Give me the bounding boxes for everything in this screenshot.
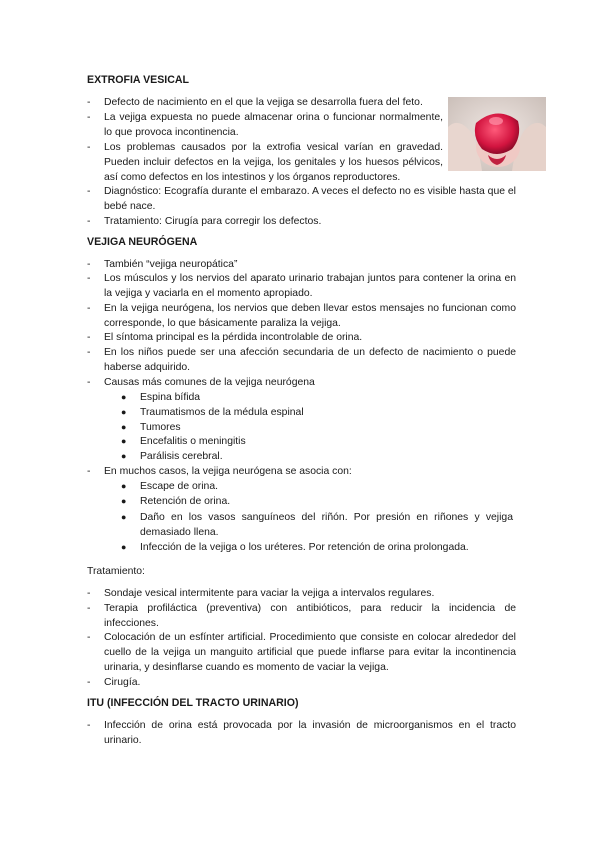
heading-itu: ITU (INFECCIÓN DEL TRACTO URINARIO): [87, 697, 299, 709]
list-item: - Infección de orina está provocada por la invasión de microorganismos en el tracto urinario.: [87, 720, 516, 746]
treatment-label: Tratamiento:: [87, 566, 145, 577]
list-item: - Los músculos y los nervios del aparato urinario trabajan juntos para contener la orina en la vejiga y vaciarla en el momento apropiado.: [87, 273, 516, 299]
bullet-item: ● Infección de la vejiga o los uréteres. Por retención de orina prolongada.: [121, 542, 469, 553]
bullet-item: ● Daño en los vasos sanguíneos del riñón. Por presión en riñones y vejiga demasiado llena.: [121, 512, 513, 538]
bullet-item: ● Escape de orina.: [121, 481, 218, 492]
list-item: - Colocación de un esfínter artificial. Procedimiento que consiste en colocar alrededor del cuello de la vejiga un manguito artificial que puede inflarse para evitar la incontinencia urinaria, y desinflarse cuando es momento de vaciar la vejiga.: [87, 632, 516, 673]
list-item: - Terapia profiláctica (preventiva) con antibióticos, para reducir la incidencia de infecciones.: [87, 603, 516, 629]
bullet-item: ● Traumatismos de la médula espinal: [121, 407, 304, 418]
list-item: - Sondaje vesical intermitente para vaciar la vejiga a intervalos regulares.: [87, 588, 435, 599]
list-item: - Cirugía.: [87, 677, 141, 688]
bullet-item: ● Tumores: [121, 422, 181, 433]
list-item: - La vejiga expuesta no puede almacenar orina o funcionar normalmente, lo que provoca incontinencia.: [87, 112, 443, 138]
list-item: - En los niños puede ser una afección secundaria de un defecto de nacimiento o puede haberse adquirido.: [87, 347, 516, 373]
list-item: - También “vejiga neuropática”: [87, 259, 238, 270]
list-item: - Causas más comunes de la vejiga neurógena: [87, 377, 315, 388]
bullet-item: ● Encefalitis o meningitis: [121, 436, 246, 447]
list-item: - El síntoma principal es la pérdida incontrolable de orina.: [87, 332, 363, 343]
bladder-exstrophy-photo: [448, 97, 546, 171]
list-item: - Los problemas causados por la extrofia vesical varían en gravedad. Pueden incluir defectos en la vejiga, los genitales y los huesos pélvicos, así como defectos en los intestinos y los órganos reproductores.: [87, 142, 443, 183]
list-item: - Defecto de nacimiento en el que la vejiga se desarrolla fuera del feto.: [87, 97, 423, 108]
bullet-item: ● Espina bífida: [121, 392, 201, 403]
list-item: - Diagnóstico: Ecografía durante el embarazo. A veces el defecto no es visible hasta que el bebé nace.: [87, 186, 516, 212]
heading-extrofia-vesical: EXTROFIA VESICAL: [87, 74, 190, 86]
list-item: - En la vejiga neurógena, los nervios que deben llevar estos mensajes no funcionan como corresponde, lo que básicamente paraliza la vejiga.: [87, 303, 516, 329]
heading-vejiga-neurogena: VEJIGA NEURÓGENA: [87, 236, 198, 248]
photo-illustration: [448, 97, 546, 171]
bullet-item: ● Retención de orina.: [121, 496, 231, 507]
list-item: - Tratamiento: Cirugía para corregir los defectos.: [87, 216, 322, 227]
list-item: - En muchos casos, la vejiga neurógena se asocia con:: [87, 466, 352, 477]
bullet-item: ● Parálisis cerebral.: [121, 451, 223, 462]
